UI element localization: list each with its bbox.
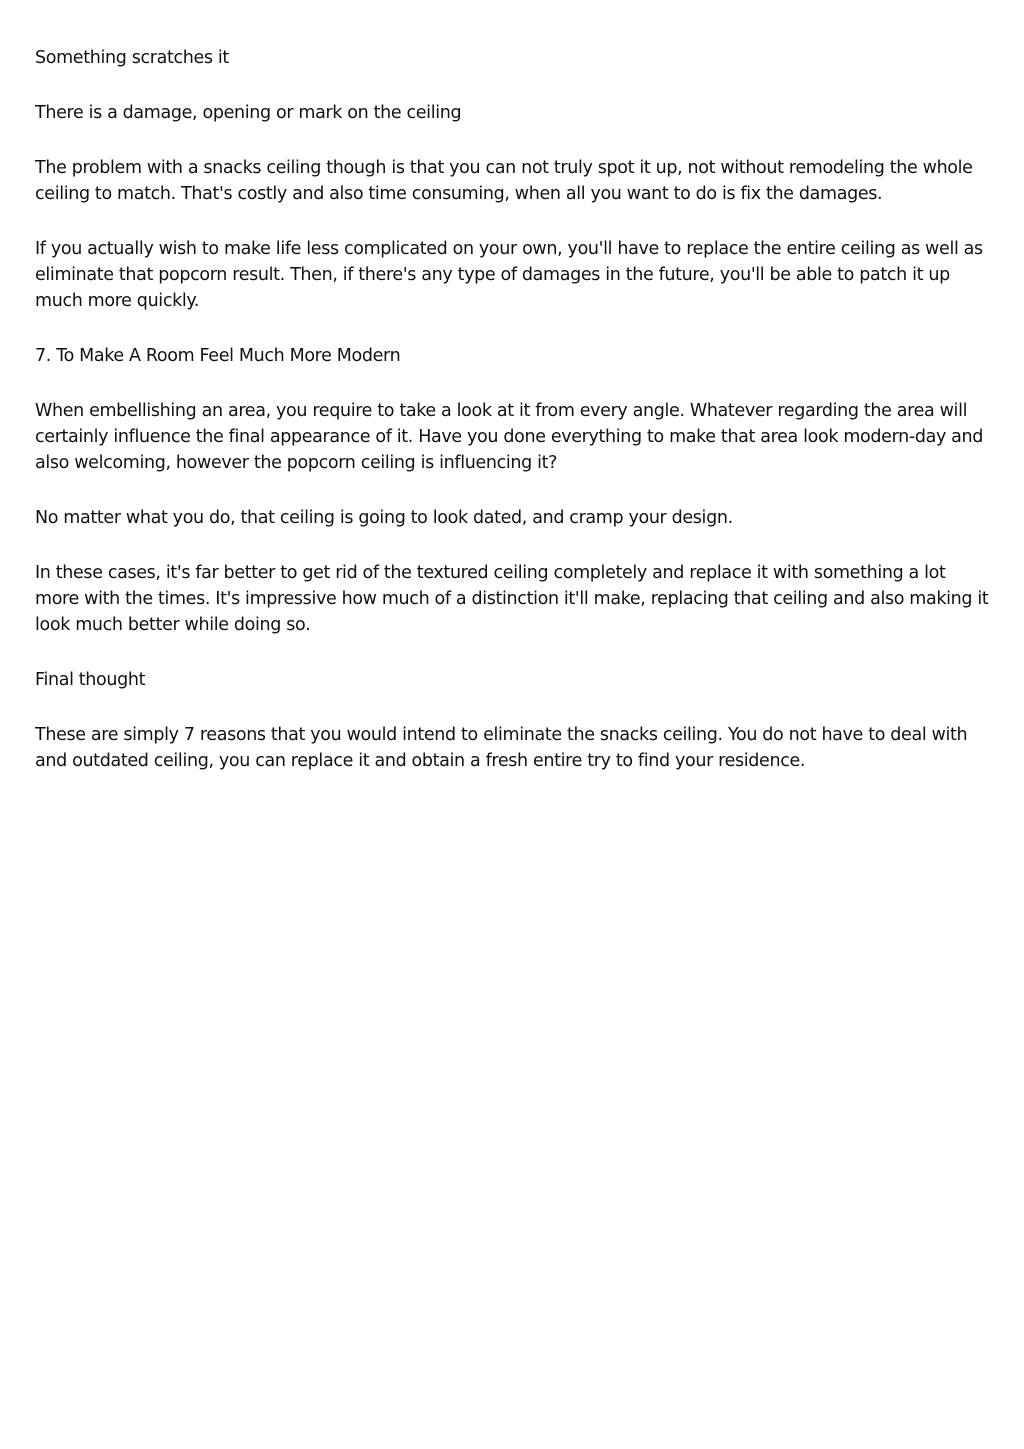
paragraph-replace-ceiling: If you actually wish to make life less complicated on your own, you'll have to replace the entire ceiling as well as eliminate that popcorn result. Then, if there's any type of damages in the future, you'll be able to patch it up much more quickly.	[35, 239, 983, 311]
section-heading-final-thought: Final thought	[35, 670, 146, 690]
paragraph-problem: The problem with a snacks ceiling though is that you can not truly spot it up, not without remodeling the whole ceiling to match. That's costly and also time consuming, when all you want to do is fix the damages.	[35, 158, 973, 204]
paragraph-damage: There is a damage, opening or mark on the ceiling	[35, 103, 462, 123]
paragraph-scratches: Something scratches it	[35, 48, 229, 68]
paragraph-textured: In these cases, it's far better to get rid of the textured ceiling completely and replace it with something a lot more with the times. It's impressive how much of a distinction it'll make, replacing that ceiling and also making it look much better while doing so.	[35, 563, 989, 635]
document-body	[35, 45, 990, 803]
paragraph-dated: No matter what you do, that ceiling is going to look dated, and cramp your design.	[35, 508, 733, 528]
paragraph-conclusion: These are simply 7 reasons that you would intend to eliminate the snacks ceiling. You do not have to deal with and outdated ceiling, you can replace it and obtain a fresh entire try to find your residence.	[35, 725, 968, 771]
section-heading-modern: 7. To Make A Room Feel Much More Modern	[35, 346, 401, 366]
paragraph-embellishing: When embellishing an area, you require to take a look at it from every angle. Whatever regarding the area will certainly influence the final appearance of it. Have you done everything to make that area look modern-day and also welcoming, however the popcorn ceiling is influencing it?	[35, 401, 984, 473]
